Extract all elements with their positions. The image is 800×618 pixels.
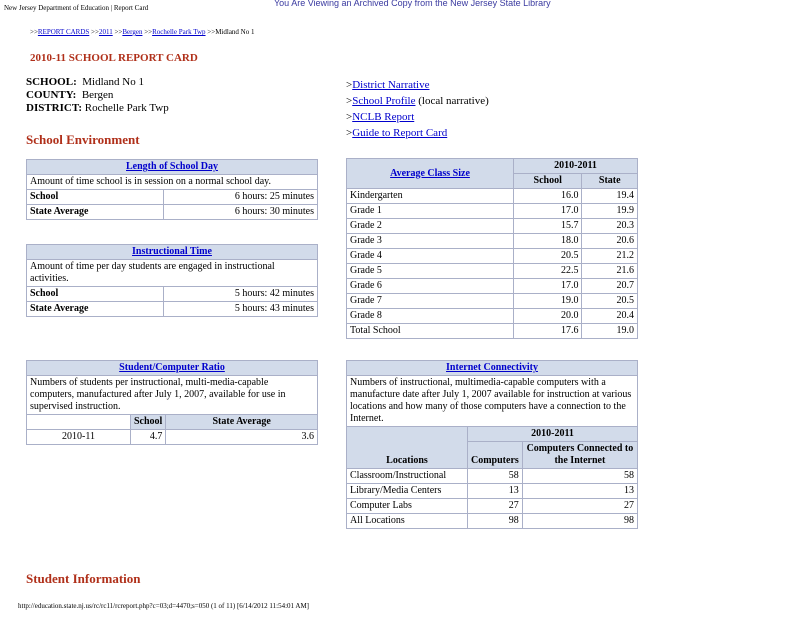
internet-rows [347,469,638,529]
table-row [347,484,638,499]
page-footer-url: http://education.state.nj.us/rc/rc11/rcreport.php?c=03;d=4470;s=050 (1 of 11) [6/14/2012 11:54:01 AM] [18,602,310,610]
school-value: 22.5 [514,264,582,279]
internet-table [346,360,638,529]
computers-value: 98 [468,514,523,529]
state-value: 19.9 [582,204,638,219]
length-of-day-table [26,159,318,220]
breadcrumb-county[interactable]: Bergen [122,28,143,36]
row-value: 6 hours: 30 minutes [164,205,318,220]
state-value: 20.5 [582,294,638,309]
internet-col-locations: Locations [347,427,468,469]
row-label: School [27,190,164,205]
school-value: 17.0 [514,279,582,294]
nclb-report-link[interactable]: NCLB Report [352,111,415,123]
link-prefix: > [346,111,353,123]
location-label: All Locations [347,514,468,529]
district-narrative-link[interactable]: District Narrative [352,79,430,91]
class-size-header [347,159,514,189]
grade-label: Kindergarten [347,189,514,204]
school-label: SCHOOL: [26,76,77,88]
row-label: State Average [27,302,164,317]
school-value: 20.0 [514,309,582,324]
table-row [347,499,638,514]
computer-ratio-link[interactable]: Student/Computer Ratio [119,362,225,373]
table-row [347,294,638,309]
school-profile-link[interactable]: School Profile [352,95,416,107]
breadcrumb-sep: >> [144,28,153,36]
class-size-rows [347,189,638,339]
link-prefix: > [346,79,353,91]
computer-ratio-header [27,361,318,376]
breadcrumb-sep: >> [30,28,38,36]
school-value: 19.0 [514,294,582,309]
narrative-links [346,77,489,141]
computers-value: 58 [468,469,523,484]
link-prefix: > [346,127,353,139]
archive-notice: You Are Viewing an Archived Copy from the New Jersey State Library [274,0,551,8]
breadcrumb-sep: >> [114,28,123,36]
state-value: 20.3 [582,219,638,234]
table-row [347,309,638,324]
grade-label: Total School [347,324,514,339]
class-size-col-state: State [582,174,638,189]
table-row [347,204,638,219]
grade-label: Grade 4 [347,249,514,264]
row-label: School [27,287,164,302]
blank-header [27,415,131,430]
class-size-col-school: School [514,174,582,189]
row-value: 6 hours: 25 minutes [164,190,318,205]
breadcrumb-current: Midland No 1 [215,28,255,36]
computers-value: 13 [468,484,523,499]
class-size-link[interactable]: Average Class Size [390,167,470,179]
page-header-title: New Jersey Department of Education | Report Card [4,4,149,12]
computer-ratio-col-school: School [131,415,166,430]
length-of-day-desc: Amount of time school is in session on a normal school day. [27,175,318,190]
school-identity [26,76,169,115]
county-name: Bergen [81,89,114,101]
school-value: 15.7 [514,219,582,234]
state-value: 19.0 [582,324,638,339]
location-label: Library/Media Centers [347,484,468,499]
grade-label: Grade 5 [347,264,514,279]
row-value: 5 hours: 43 minutes [164,302,318,317]
instructional-time-link[interactable]: Instructional Time [132,246,212,257]
connected-value: 13 [522,484,637,499]
table-row [347,324,638,339]
link-prefix: > [346,95,353,107]
county-label: COUNTY: [26,89,77,101]
internet-year: 2010-2011 [468,427,638,442]
computer-ratio-col-state: State Average [166,415,318,430]
table-row [347,249,638,264]
school-value: 18.0 [514,234,582,249]
computers-value: 27 [468,499,523,514]
school-name: Midland No 1 [82,76,144,88]
school-value: 17.6 [514,324,582,339]
grade-label: Grade 1 [347,204,514,219]
district-label: DISTRICT: [26,102,83,114]
page-title: 2010-11 SCHOOL REPORT CARD [30,52,198,64]
table-row [347,189,638,204]
state-value: 21.2 [582,249,638,264]
table-row [347,234,638,249]
computer-ratio-desc: Numbers of students per instructional, multi-media-capable computers, manufactured after July 1, 2007, available for use in supervised instruction. [27,376,318,415]
section-school-environment: School Environment [26,132,140,147]
class-size-table [346,158,638,339]
grade-label: Grade 2 [347,219,514,234]
section-student-information: Student Information [26,571,141,586]
internet-header [347,361,638,376]
instructional-time-desc: Amount of time per day students are engaged in instructional activities. [27,260,318,287]
internet-col-connected: Computers Connected to the Internet [522,442,637,469]
breadcrumb-sep: >> [207,28,216,36]
table-row [347,264,638,279]
internet-col-computers: Computers [468,442,523,469]
internet-desc: Numbers of instructional, multimedia-capable computers with a manufacture date after July 1, 2007 available for instruction at various locations and how many of those computers have a connection to the Internet. [347,376,638,427]
state-value: 20.7 [582,279,638,294]
location-label: Computer Labs [347,499,468,514]
internet-link[interactable]: Internet Connectivity [446,362,538,373]
grade-label: Grade 6 [347,279,514,294]
breadcrumb-year[interactable]: 2011 [98,28,113,36]
breadcrumb-district[interactable]: Rochelle Park Twp [152,28,206,36]
instructional-time-table [26,244,318,317]
breadcrumb-sep: >> [91,28,99,36]
class-size-year: 2010-2011 [514,159,638,174]
table-row [347,469,638,484]
school-value: 16.0 [514,189,582,204]
school-value: 20.5 [514,249,582,264]
guide-link[interactable]: Guide to Report Card [352,127,448,139]
computer-ratio-school: 4.7 [131,430,166,445]
school-value: 17.0 [514,204,582,219]
instructional-time-header [27,245,318,260]
grade-label: Grade 3 [347,234,514,249]
grade-label: Grade 7 [347,294,514,309]
row-value: 5 hours: 42 minutes [164,287,318,302]
length-of-day-header [27,160,318,175]
grade-label: Grade 8 [347,309,514,324]
computer-ratio-table [26,360,318,445]
school-profile-note: (local narrative) [415,95,489,107]
row-label: State Average [27,205,164,220]
state-value: 20.4 [582,309,638,324]
computer-ratio-state: 3.6 [166,430,318,445]
state-value: 21.6 [582,264,638,279]
state-value: 19.4 [582,189,638,204]
breadcrumb [30,28,254,36]
computer-ratio-year: 2010-11 [27,430,131,445]
length-of-day-link[interactable]: Length of School Day [126,161,218,172]
table-row [347,219,638,234]
table-row [347,514,638,529]
location-label: Classroom/Instructional [347,469,468,484]
connected-value: 98 [522,514,637,529]
breadcrumb-report-cards[interactable]: REPORT CARDS [37,28,90,36]
district-name: Rochelle Park Twp [84,102,169,114]
state-value: 20.6 [582,234,638,249]
connected-value: 58 [522,469,637,484]
connected-value: 27 [522,499,637,514]
table-row [347,279,638,294]
